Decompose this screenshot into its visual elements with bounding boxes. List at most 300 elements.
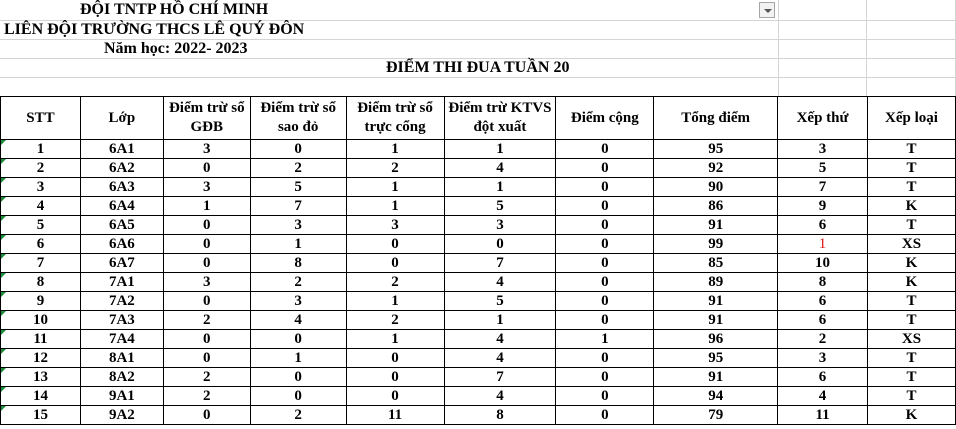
- cell-value: 4: [496, 349, 504, 366]
- cell-value: 0: [203, 235, 211, 252]
- table-cell[interactable]: [250, 197, 346, 216]
- cell-value: K: [905, 197, 918, 214]
- table-cell[interactable]: [346, 140, 444, 159]
- table-cell[interactable]: [1, 273, 81, 292]
- cell-value: 10: [32, 311, 48, 328]
- cell-value: 6: [818, 216, 827, 233]
- cell-value: 6: [818, 311, 827, 328]
- cell-value: K: [905, 273, 918, 290]
- cell-value: 7: [496, 254, 504, 271]
- cell-value: 3: [294, 292, 302, 309]
- cell-value: 1: [391, 140, 399, 157]
- table-cell[interactable]: [654, 368, 778, 387]
- cell-value: 1: [203, 197, 211, 214]
- cell-value: 5: [818, 159, 827, 176]
- table-cell[interactable]: [868, 159, 956, 178]
- table-cell[interactable]: [80, 330, 163, 349]
- column-header[interactable]: Xếp loại: [868, 97, 956, 140]
- table-cell[interactable]: [163, 406, 250, 425]
- column-header[interactable]: Xếp thứ: [778, 97, 868, 140]
- cell-value: 3: [203, 140, 211, 157]
- table-cell[interactable]: [250, 216, 346, 235]
- table-cell[interactable]: [654, 159, 778, 178]
- cell-value: 95: [708, 349, 724, 366]
- table-cell[interactable]: [778, 387, 868, 406]
- table-cell[interactable]: [654, 178, 778, 197]
- cell-value: 3: [294, 216, 302, 233]
- cell-value: 1: [391, 178, 399, 195]
- cell-value: 6A6: [108, 235, 135, 252]
- cell-value: 3: [818, 349, 827, 366]
- table-cell[interactable]: [250, 159, 346, 178]
- table-cell[interactable]: [868, 197, 956, 216]
- cell-value: 4: [496, 273, 504, 290]
- table-cell[interactable]: [250, 330, 346, 349]
- cell-value: 6A2: [108, 159, 135, 176]
- cell-value: 0: [601, 235, 609, 252]
- table-cell[interactable]: [250, 311, 346, 330]
- cell-value: 7: [818, 178, 827, 195]
- table-cell[interactable]: [80, 273, 163, 292]
- cell-value: 3: [391, 216, 399, 233]
- cell-value: 91: [708, 311, 724, 328]
- table-cell[interactable]: [250, 254, 346, 273]
- table-cell[interactable]: [163, 273, 250, 292]
- table-cell[interactable]: [346, 235, 444, 254]
- cell-value: 0: [601, 387, 609, 404]
- table-cell[interactable]: [80, 368, 163, 387]
- error-indicator-icon: [1, 140, 6, 145]
- cell-value: 0: [294, 140, 302, 157]
- table-cell[interactable]: [163, 368, 250, 387]
- table-cell[interactable]: [250, 349, 346, 368]
- table-cell[interactable]: [444, 273, 556, 292]
- cell-value: 2: [391, 273, 399, 290]
- cell-value: 1: [496, 140, 504, 157]
- table-cell[interactable]: [778, 292, 868, 311]
- table-cell[interactable]: [778, 159, 868, 178]
- table-cell[interactable]: [80, 235, 163, 254]
- column-header[interactable]: Điểm trừ sổ GĐB: [163, 97, 250, 140]
- table-cell[interactable]: [346, 368, 444, 387]
- gridline: [866, 0, 867, 96]
- cell-value: 0: [601, 368, 609, 385]
- table-cell[interactable]: [778, 368, 868, 387]
- cell-value: 0: [203, 159, 211, 176]
- cell-value: 6A3: [108, 178, 135, 195]
- error-indicator-icon: [1, 273, 6, 278]
- table-cell[interactable]: [163, 197, 250, 216]
- cell-value: 9A2: [108, 406, 135, 423]
- cell-value: 2: [294, 273, 302, 290]
- column-header[interactable]: STT: [1, 97, 81, 140]
- table-cell[interactable]: [444, 349, 556, 368]
- table-cell[interactable]: [1, 216, 81, 235]
- error-indicator-icon: [1, 254, 6, 259]
- cell-value: 4: [496, 330, 504, 347]
- table-cell[interactable]: [556, 254, 654, 273]
- table-cell[interactable]: [654, 349, 778, 368]
- cell-value: 0: [601, 254, 609, 271]
- error-indicator-icon: [1, 406, 6, 411]
- table-cell[interactable]: [654, 254, 778, 273]
- error-indicator-icon: [1, 159, 6, 164]
- cell-value: 85: [708, 254, 724, 271]
- error-indicator-icon: [1, 330, 6, 335]
- table-cell[interactable]: [163, 292, 250, 311]
- table-cell[interactable]: [654, 197, 778, 216]
- table-cell[interactable]: [868, 254, 956, 273]
- table-cell[interactable]: [1, 368, 81, 387]
- table-cell[interactable]: [778, 216, 868, 235]
- cell-value: 0: [203, 216, 211, 233]
- table-cell[interactable]: [80, 387, 163, 406]
- table-cell[interactable]: [556, 178, 654, 197]
- cell-value: 3: [818, 140, 827, 157]
- cell-value: 89: [708, 273, 724, 290]
- cell-value: 7: [496, 368, 504, 385]
- cell-value: 3: [203, 178, 211, 195]
- cell-value: 0: [203, 406, 211, 423]
- table-cell[interactable]: [80, 349, 163, 368]
- filter-dropdown-button[interactable]: [759, 2, 775, 18]
- table-cell[interactable]: [868, 406, 956, 425]
- cell-value: 0: [601, 159, 609, 176]
- table-cell[interactable]: [163, 216, 250, 235]
- table-cell[interactable]: [80, 216, 163, 235]
- cell-value: 1: [391, 197, 399, 214]
- table-cell[interactable]: [654, 140, 778, 159]
- cell-value: 2: [294, 406, 302, 423]
- table-cell[interactable]: [250, 406, 346, 425]
- table-cell[interactable]: [868, 178, 956, 197]
- table-cell[interactable]: [868, 387, 956, 406]
- cell-value: 99: [708, 235, 724, 252]
- cell-value: K: [905, 254, 918, 271]
- table-cell[interactable]: [80, 254, 163, 273]
- table-cell[interactable]: [163, 349, 250, 368]
- table-cell[interactable]: [346, 197, 444, 216]
- cell-value: 4: [36, 197, 45, 214]
- table-cell[interactable]: [1, 197, 81, 216]
- table-cell[interactable]: [778, 330, 868, 349]
- cell-value: 10: [815, 254, 831, 271]
- table-cell[interactable]: [250, 273, 346, 292]
- table-cell[interactable]: [1, 292, 81, 311]
- table-cell[interactable]: [654, 216, 778, 235]
- table-row: [1, 254, 956, 273]
- table-cell[interactable]: [250, 178, 346, 197]
- cell-value: 5: [496, 292, 504, 309]
- table-cell[interactable]: [868, 216, 956, 235]
- cell-value: 0: [601, 140, 609, 157]
- table-cell[interactable]: [778, 406, 868, 425]
- table-cell[interactable]: [1, 235, 81, 254]
- school-title: LIÊN ĐỘI TRƯỜNG THCS LÊ QUÝ ĐÔN: [4, 21, 305, 38]
- cell-value: T: [906, 311, 917, 328]
- school-year: Năm học: 2022- 2023: [104, 40, 248, 57]
- cell-value: 11: [815, 406, 830, 423]
- table-row: [1, 159, 956, 178]
- table-cell[interactable]: [778, 273, 868, 292]
- cell-value: 1: [601, 330, 609, 347]
- column-header[interactable]: Điểm cộng: [556, 97, 654, 140]
- column-header[interactable]: Điểm trừ KTVS đột xuất: [444, 97, 556, 140]
- cell-value: 7A3: [108, 311, 135, 328]
- table-cell[interactable]: [654, 311, 778, 330]
- table-cell[interactable]: [346, 406, 444, 425]
- cell-value: 6: [818, 292, 827, 309]
- cell-value: 7A1: [108, 273, 135, 290]
- table-cell[interactable]: [778, 235, 868, 254]
- cell-value: T: [906, 292, 917, 309]
- table-cell[interactable]: [556, 330, 654, 349]
- table-cell[interactable]: [1, 178, 81, 197]
- table-cell[interactable]: [556, 197, 654, 216]
- table-cell[interactable]: [80, 406, 163, 425]
- table-row: [1, 406, 956, 425]
- table-cell[interactable]: [868, 311, 956, 330]
- cell-value: 12: [32, 349, 48, 366]
- table-cell[interactable]: [346, 292, 444, 311]
- table-cell[interactable]: [346, 273, 444, 292]
- cell-value: 9A1: [108, 387, 135, 404]
- table-cell[interactable]: [444, 178, 556, 197]
- table-cell[interactable]: [163, 311, 250, 330]
- cell-value: 13: [32, 368, 48, 385]
- table-cell[interactable]: [444, 406, 556, 425]
- cell-value: 4: [496, 159, 504, 176]
- table-cell[interactable]: [1, 330, 81, 349]
- cell-value: 0: [391, 235, 399, 252]
- cell-value: T: [906, 349, 917, 366]
- table-cell[interactable]: [654, 235, 778, 254]
- table-cell[interactable]: [163, 387, 250, 406]
- table-cell[interactable]: [163, 235, 250, 254]
- table-cell[interactable]: [556, 140, 654, 159]
- cell-value: 5: [36, 216, 45, 233]
- table-cell[interactable]: [250, 368, 346, 387]
- table-cell[interactable]: [654, 406, 778, 425]
- table-cell[interactable]: [346, 216, 444, 235]
- table-row: [1, 368, 956, 387]
- table-cell[interactable]: [163, 178, 250, 197]
- table-cell[interactable]: [444, 140, 556, 159]
- cell-value: 0: [496, 235, 504, 252]
- table-cell[interactable]: [250, 140, 346, 159]
- error-indicator-icon: [1, 292, 6, 297]
- score-table: [0, 96, 956, 425]
- table-cell[interactable]: [444, 235, 556, 254]
- cell-value: 8: [818, 273, 827, 290]
- table-cell[interactable]: [778, 178, 868, 197]
- cell-value: 0: [203, 349, 211, 366]
- cell-value: 3: [36, 178, 45, 195]
- table-cell[interactable]: [556, 216, 654, 235]
- table-cell[interactable]: [868, 330, 956, 349]
- table-cell[interactable]: [868, 235, 956, 254]
- sheet-title: ĐIỂM THI ĐUA TUẦN 20: [386, 59, 570, 76]
- cell-value: T: [906, 387, 917, 404]
- table-cell[interactable]: [80, 311, 163, 330]
- table-cell[interactable]: [778, 197, 868, 216]
- table-cell[interactable]: [778, 311, 868, 330]
- cell-value: 7: [36, 254, 45, 271]
- table-header-row: [1, 97, 956, 140]
- table-cell[interactable]: [868, 349, 956, 368]
- table-cell[interactable]: [556, 273, 654, 292]
- cell-value: 0: [294, 387, 302, 404]
- table-cell[interactable]: [163, 330, 250, 349]
- cell-value: 79: [708, 406, 724, 423]
- table-cell[interactable]: [556, 311, 654, 330]
- table-row: [1, 292, 956, 311]
- cell-value: 0: [601, 292, 609, 309]
- table-cell[interactable]: [868, 140, 956, 159]
- table-cell[interactable]: [346, 254, 444, 273]
- column-header[interactable]: Điểm trừ sổ trực cổng: [346, 97, 444, 140]
- cell-value: 6A4: [108, 197, 135, 214]
- cell-value: 3: [203, 273, 211, 290]
- cell-value: 5: [496, 197, 504, 214]
- table-cell[interactable]: [868, 368, 956, 387]
- table-cell[interactable]: [163, 159, 250, 178]
- cell-value: 0: [294, 368, 302, 385]
- table-cell[interactable]: [556, 387, 654, 406]
- table-cell[interactable]: [1, 387, 81, 406]
- table-cell[interactable]: [654, 292, 778, 311]
- table-cell[interactable]: [1, 349, 81, 368]
- table-cell[interactable]: [654, 273, 778, 292]
- table-cell[interactable]: [1, 140, 81, 159]
- cell-value: 0: [601, 197, 609, 214]
- table-cell[interactable]: [250, 292, 346, 311]
- table-cell[interactable]: [556, 349, 654, 368]
- table-cell[interactable]: [80, 159, 163, 178]
- cell-value: 94: [708, 387, 724, 404]
- cell-value: 91: [708, 216, 724, 233]
- table-row: [1, 387, 956, 406]
- table-cell[interactable]: [556, 292, 654, 311]
- column-header[interactable]: Điểm trừ sổ sao đỏ: [250, 97, 346, 140]
- table-cell[interactable]: [778, 349, 868, 368]
- table-cell[interactable]: [444, 387, 556, 406]
- table-cell[interactable]: [444, 197, 556, 216]
- table-cell[interactable]: [868, 273, 956, 292]
- cell-value: 2: [36, 159, 45, 176]
- table-cell[interactable]: [80, 140, 163, 159]
- table-cell[interactable]: [868, 292, 956, 311]
- table-cell[interactable]: [654, 330, 778, 349]
- table-cell[interactable]: [163, 140, 250, 159]
- cell-value: 8A1: [108, 349, 135, 366]
- table-cell[interactable]: [444, 292, 556, 311]
- error-indicator-icon: [1, 216, 6, 221]
- table-cell[interactable]: [444, 216, 556, 235]
- table-cell[interactable]: [80, 178, 163, 197]
- table-cell[interactable]: [556, 368, 654, 387]
- cell-value: 1: [294, 349, 302, 366]
- cell-value: 1: [496, 311, 504, 328]
- cell-value: 8A2: [108, 368, 135, 385]
- cell-value: 92: [708, 159, 724, 176]
- table-cell[interactable]: [556, 159, 654, 178]
- table-row: [1, 311, 956, 330]
- column-header[interactable]: Lớp: [80, 97, 163, 140]
- cell-value: 1: [391, 292, 399, 309]
- error-indicator-icon: [1, 197, 6, 202]
- cell-value: 0: [601, 216, 609, 233]
- table-cell[interactable]: [778, 140, 868, 159]
- cell-value: 1: [36, 140, 45, 157]
- cell-value: 0: [294, 330, 302, 347]
- table-cell[interactable]: [444, 159, 556, 178]
- table-row: [1, 178, 956, 197]
- table-cell[interactable]: [346, 349, 444, 368]
- table-cell[interactable]: [444, 368, 556, 387]
- error-indicator-icon: [1, 387, 6, 392]
- cell-value: 91: [708, 292, 724, 309]
- table-row: [1, 197, 956, 216]
- table-cell[interactable]: [778, 254, 868, 273]
- table-cell[interactable]: [444, 330, 556, 349]
- error-indicator-icon: [1, 311, 6, 316]
- table-cell[interactable]: [1, 311, 81, 330]
- table-cell[interactable]: [346, 159, 444, 178]
- cell-value: 7A4: [108, 330, 135, 347]
- error-indicator-icon: [1, 349, 6, 354]
- table-cell[interactable]: [346, 387, 444, 406]
- cell-value: K: [905, 406, 918, 423]
- table-cell[interactable]: [346, 178, 444, 197]
- cell-value: T: [906, 368, 917, 385]
- cell-value: 0: [601, 178, 609, 195]
- cell-value: 86: [708, 197, 724, 214]
- table-cell[interactable]: [250, 235, 346, 254]
- cell-value: 3: [496, 216, 504, 233]
- cell-value: 4: [294, 311, 302, 328]
- cell-value: 6A5: [108, 216, 135, 233]
- cell-value: 6: [818, 368, 827, 385]
- table-cell[interactable]: [80, 197, 163, 216]
- cell-value: 8: [294, 254, 302, 271]
- cell-value: 1: [496, 178, 504, 195]
- table-cell[interactable]: [163, 254, 250, 273]
- table-cell[interactable]: [556, 235, 654, 254]
- table-cell[interactable]: [654, 387, 778, 406]
- table-cell[interactable]: [80, 292, 163, 311]
- table-cell[interactable]: [556, 406, 654, 425]
- table-cell[interactable]: [444, 311, 556, 330]
- table-cell[interactable]: [346, 311, 444, 330]
- table-row: [1, 330, 956, 349]
- cell-value: 15: [32, 406, 48, 423]
- table-cell[interactable]: [1, 254, 81, 273]
- cell-value: T: [906, 159, 917, 176]
- table-cell[interactable]: [1, 406, 81, 425]
- cell-value: 2: [391, 159, 399, 176]
- table-cell[interactable]: [444, 254, 556, 273]
- cell-value: 1: [391, 330, 399, 347]
- table-cell[interactable]: [1, 159, 81, 178]
- column-header[interactable]: Tổng điểm: [654, 97, 778, 140]
- table-cell[interactable]: [346, 330, 444, 349]
- chevron-down-icon: [764, 9, 772, 13]
- cell-value: 0: [203, 254, 211, 271]
- table-cell[interactable]: [250, 387, 346, 406]
- cell-value: 2: [203, 368, 211, 385]
- cell-value: 2: [203, 387, 211, 404]
